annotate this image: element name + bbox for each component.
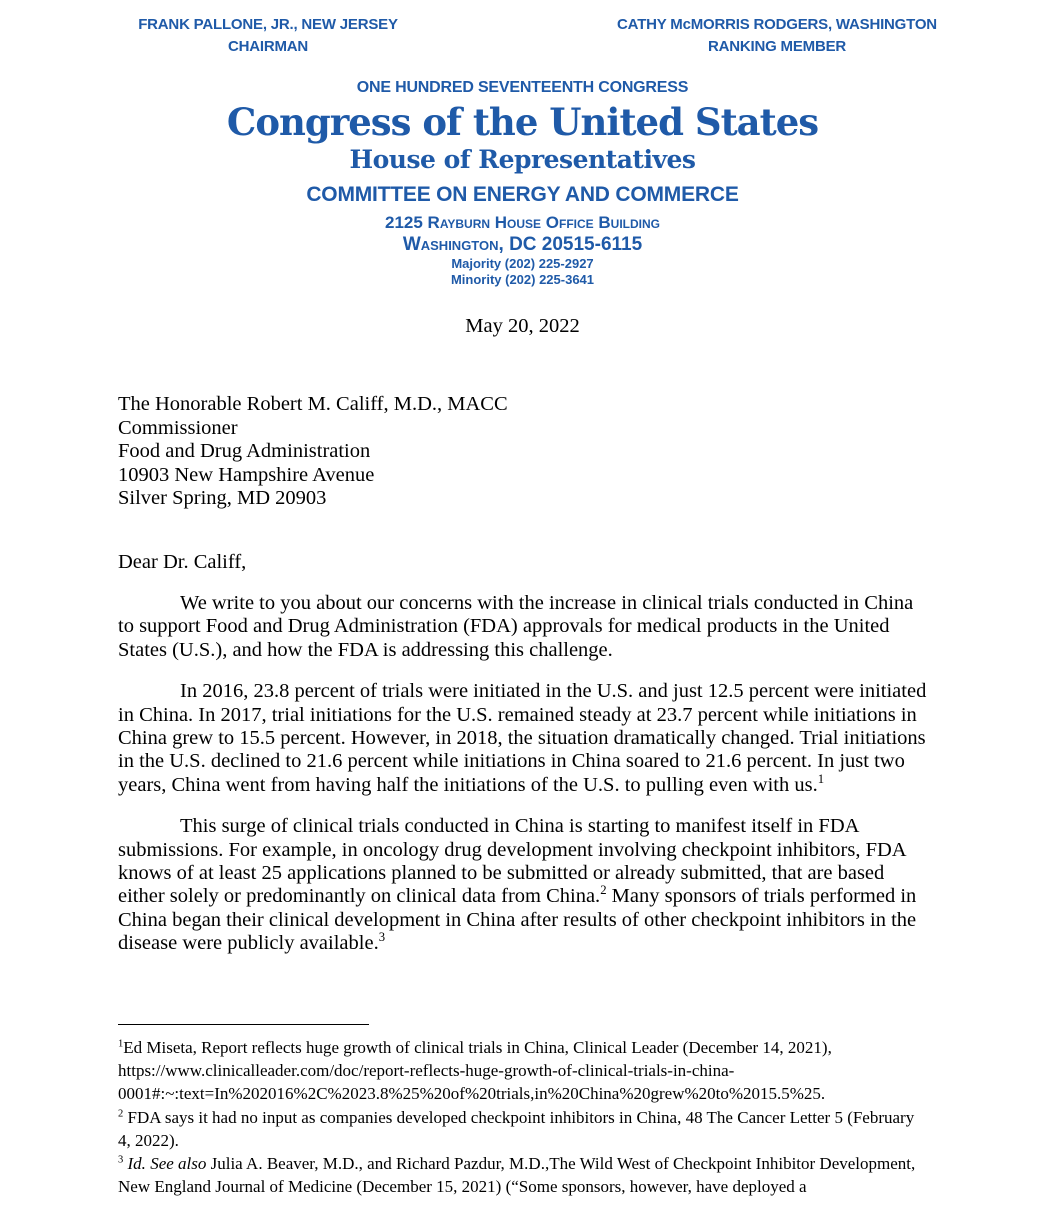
letterhead xyxy=(0,0,1045,288)
recipient-line: The Honorable Robert M. Califf, M.D., MACC xyxy=(118,393,508,415)
footnote-text-segment: FDA says it had no input as companies developed checkpoint inhibitors in China, 48 The Cancer Letter 5 (February 4, 2022). xyxy=(118,1107,915,1150)
recipient-line: Food and Drug Administration xyxy=(118,440,371,462)
committee-address-line1: 2125 Rayburn House Office Building xyxy=(385,213,660,232)
footnote xyxy=(118,1036,929,1106)
ranking-member-name: CATHY McMORRIS RODGERS, WASHINGTON xyxy=(617,16,937,33)
footnote-marker: 2 xyxy=(118,1107,124,1119)
footnote-text-segment: Id. xyxy=(127,1154,146,1174)
footnote-reference: 1 xyxy=(817,772,825,787)
footnote-text-segment: Ed Miseta, Report reflects huge growth of clinical trials in China, Clinical Leader (December 14, 2021), https://www.clinicalleader.com/doc/report-reflects-huge-growth-of-clinical-trials-in-china-0001#:~:text=In%202016%2C%2023.8%25%20of%20trials,in%20China%20grew%20to%2015.5%25. xyxy=(118,1038,832,1104)
recipient-line: Commissioner xyxy=(118,416,238,439)
body-paragraph: This surge of clinical trials conducted in China is starting to manifest itself in FDA submissions. For example, in oncology drug development involving checkpoint inhibitors, FDA knows of at least 25 applications planned to be submitted or already submitted, that are based either solely or predominantly on clinical data from China.$^2$ Many sponsors of trials performed in China began their clinical development in China after results of other checkpoint inhibitors in the disease were publicly available.$^3$ xyxy=(118,815,917,955)
ranking-member-title: RANKING MEMBER xyxy=(707,38,847,55)
footnote-separator xyxy=(118,1024,369,1025)
body-paragraph: In 2016, 23.8 percent of trials were initiated in the U.S. and just 12.5 percent were initiated in China. In 2017, trial initiations for the U.S. remained steady at 23.7 percent while initiations in China grew to 15.5 percent. However, in 2018, the situation dramatically changed. Trial initiations in the U.S. declined to 21.6 percent while initiations in China soared to 21.6 percent. In just two years, China went from having half the initiations of the U.S. to pulling even with us.$^1$ xyxy=(118,680,927,796)
footnotes-section xyxy=(118,1024,929,1198)
footnote-reference: 2 xyxy=(600,883,607,898)
chamber-title: House of Representatives xyxy=(349,145,696,174)
recipient-line: Silver Spring, MD 20903 xyxy=(118,487,327,509)
footnote-text-segment: See also xyxy=(150,1154,207,1174)
letter-date: May 20, 2022 xyxy=(465,315,580,337)
letter-body xyxy=(0,393,1045,956)
congress-session: ONE HUNDRED SEVENTEENTH CONGRESS xyxy=(356,79,689,96)
body-paragraph: We write to you about our concerns with the increase in clinical trials conducted in China to support Food and Drug Administration (FDA) approvals for medical products in the United States (U.S.), and how the FDA is addressing this challenge. xyxy=(118,592,914,661)
minority-phone: Minority (202) 225-3641 xyxy=(450,272,595,287)
footnote-marker: 1 xyxy=(118,1038,124,1050)
footnote-text-segment: Julia A. Beaver, M.D., and Richard Pazdur, M.D.,The Wild West of Checkpoint Inhibitor Development, New England Journal of Medicine (December 15, 2021) (“Some sponsors, however, have deployed a xyxy=(118,1154,916,1197)
footnote-reference: 3 xyxy=(378,930,386,945)
committee-address-line2: Washington, DC 20515-6115 xyxy=(402,234,643,255)
congress-title: Congress of the United States xyxy=(226,100,819,144)
paragraphs-container xyxy=(118,592,929,956)
salutation: Dear Dr. Califf, xyxy=(118,550,247,573)
ranking-member-block xyxy=(607,14,947,58)
footnote xyxy=(118,1106,929,1152)
chairman-title: CHAIRMAN xyxy=(227,38,309,55)
letterhead-names-row xyxy=(0,0,1045,58)
majority-phone: Majority (202) 225-2927 xyxy=(451,256,594,271)
recipient-line: 10903 New Hampshire Avenue xyxy=(118,463,375,486)
committee-name: COMMITTEE ON ENERGY AND COMMERCE xyxy=(306,183,739,206)
footnote-marker: 3 xyxy=(118,1154,124,1166)
footnote xyxy=(118,1152,929,1198)
footnote-list xyxy=(118,1036,929,1198)
recipient-address xyxy=(118,393,929,511)
chairman-name: FRANK PALLONE, JR., NEW JERSEY xyxy=(138,16,398,33)
chairman-block xyxy=(98,14,438,58)
